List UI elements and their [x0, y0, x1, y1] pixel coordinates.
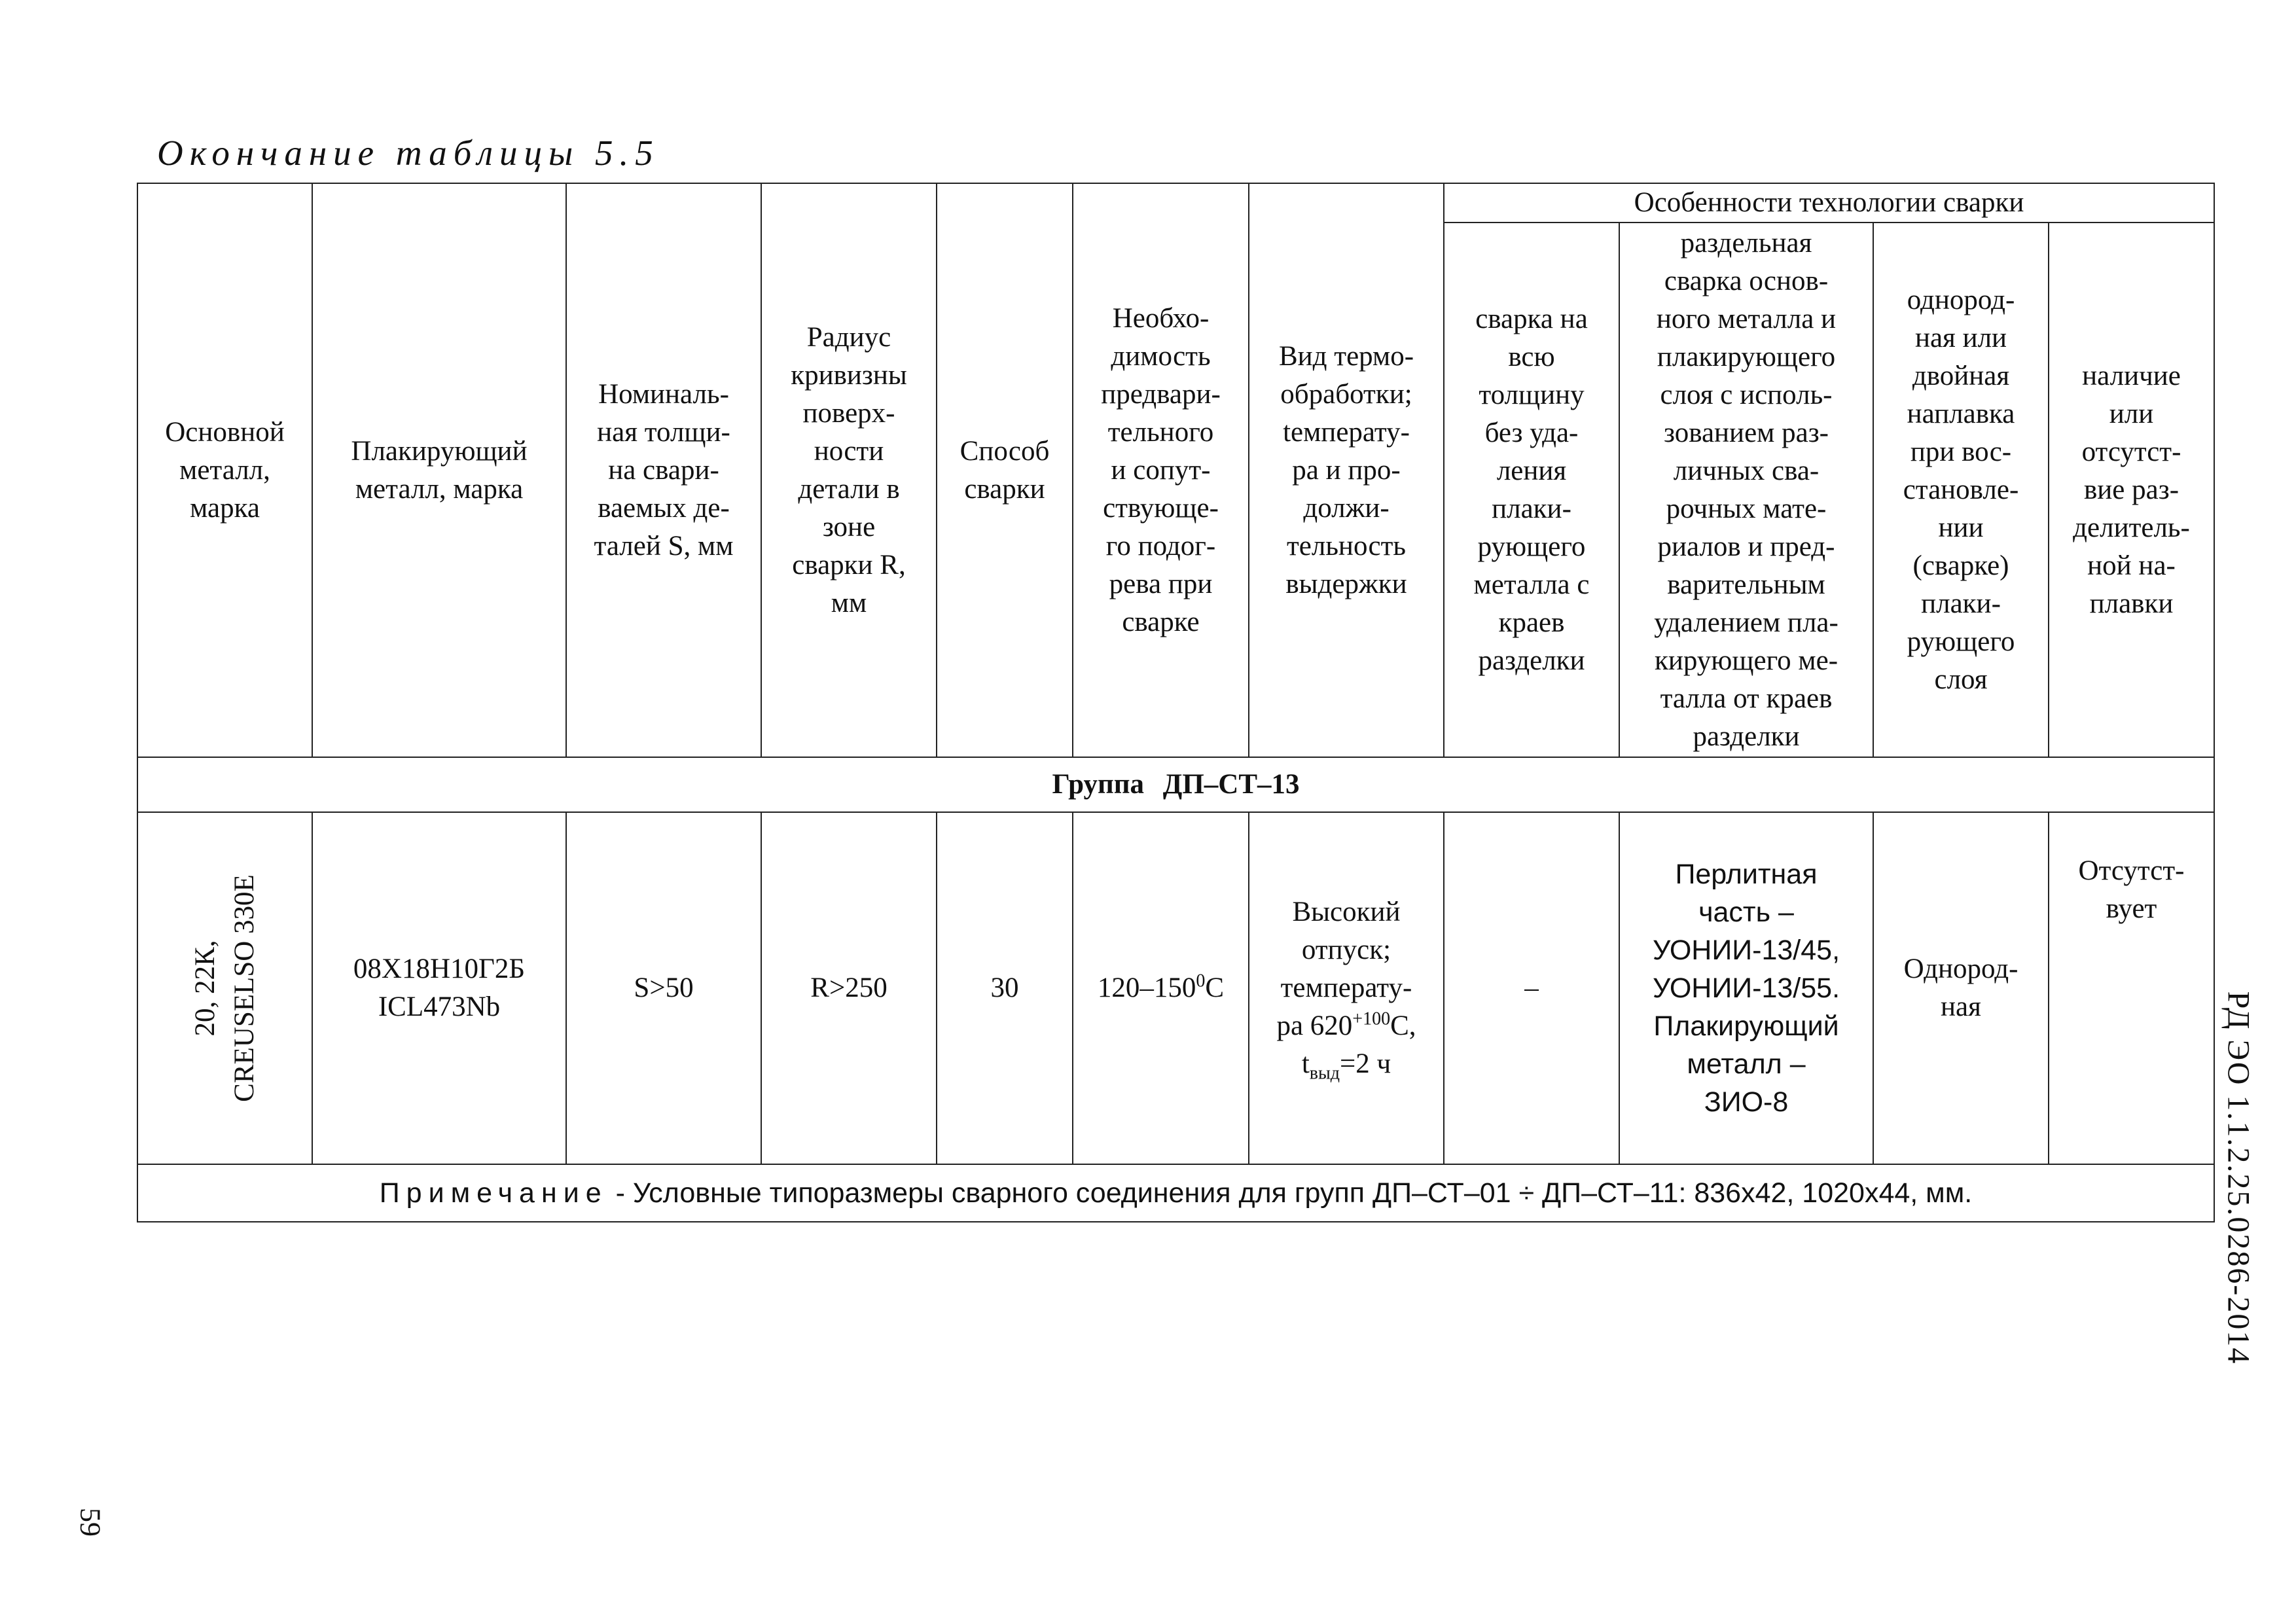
- preheat-unit: С: [1205, 972, 1225, 1003]
- heat-line-5: [1252, 1045, 1441, 1083]
- cell-clad-metal: 08Х18Н10Г2Б ICL473Nb: [312, 812, 566, 1164]
- header-buffer-layer: наличие или отсутст- вие раз- делитель- ной на- плавки: [2049, 223, 2214, 757]
- header-thickness: Номиналь- ная толщи- на свари- ваемых де- талей S, мм: [566, 183, 761, 757]
- group-label: Группа ДП–СТ–13: [137, 757, 2214, 812]
- base-metal-rotated: 20, 22К, CREUSELSO 330E: [189, 874, 260, 1102]
- cell-thickness: S>50: [566, 812, 761, 1164]
- header-full-thickness: сварка на всю толщину без уда- ления плаки- рующего металла с краев разделки: [1444, 223, 1619, 757]
- note-label: Примечание: [379, 1177, 608, 1209]
- cell-preheat: [1073, 812, 1249, 1164]
- hold-time: =2 ч: [1340, 1048, 1391, 1079]
- heat-temp: ра 620: [1276, 1010, 1353, 1041]
- cell-full-thickness: –: [1444, 812, 1619, 1164]
- heat-line-3: температу-: [1280, 972, 1412, 1003]
- cell-base-metal: [137, 812, 312, 1164]
- preheat-degree: 0: [1196, 971, 1206, 991]
- header-heat-treatment: Вид термо- обработки; tемперату- ра и про- должи- тельность выдержки: [1249, 183, 1444, 757]
- header-preheat: Необхо- димость предвари- тельного и сопут- ствующе- го подог- рева при сварке: [1073, 183, 1249, 757]
- heat-temp-unit: С,: [1390, 1010, 1416, 1041]
- header-base-metal: Основной металл, марка: [137, 183, 312, 757]
- heat-line-1: Высокий: [1292, 897, 1401, 927]
- hold-subscript: выд: [1309, 1063, 1340, 1084]
- heat-line-4: [1252, 1007, 1441, 1045]
- page-number: 59: [74, 1508, 107, 1537]
- cell-buffer-layer: Отсутст- вует: [2049, 812, 2214, 1164]
- cell-method: 30: [937, 812, 1073, 1164]
- table-note: [137, 1164, 2214, 1222]
- header-overlay-type: однород- ная или двойная наплавка при вос- становле- нии (сварке) плаки- рующего слоя: [1873, 223, 2049, 757]
- header-separate-welding: раздельная сварка основ- ного металла и плакирующего слоя с исполь- зованием раз- личных сва- рочных мате- риалов и пред- варительным удалением пла- кирующего ме- талла от краев разделки: [1619, 223, 1873, 757]
- heat-temp-tolerance: +100: [1352, 1008, 1391, 1029]
- preheat-range: 120–150: [1097, 972, 1196, 1003]
- heat-line-2: отпуск;: [1301, 935, 1391, 965]
- cell-overlay-type: Однород- ная: [1873, 812, 2049, 1164]
- cell-radius: R>250: [761, 812, 937, 1164]
- cell-heat-treatment: [1249, 812, 1444, 1164]
- header-method: Способ сварки: [937, 183, 1073, 757]
- header-radius: Радиус кривизны поверх- ности детали в зоне сварки R, мм: [761, 183, 937, 757]
- table-caption: Окончание таблицы 5.5: [157, 133, 660, 173]
- cell-separate-welding: Перлитная часть – УОНИИ-13/45, УОНИИ-13/55. Плакирующий металл – ЗИО-8: [1619, 812, 1873, 1164]
- document-code: РД ЭО 1.1.2.25.0286-2014: [2221, 991, 2256, 1365]
- header-clad-metal: Плакирующий металл, марка: [312, 183, 566, 757]
- note-text: - Условные типоразмеры сварного соединения для групп ДП–СТ–01 ÷ ДП–СТ–11: 836х42, 1020х44, мм.: [607, 1177, 1973, 1209]
- hold-symbol: t: [1301, 1048, 1310, 1079]
- welding-table: [137, 183, 2215, 1222]
- header-technology-group: Особенности технологии сварки: [1444, 183, 2214, 223]
